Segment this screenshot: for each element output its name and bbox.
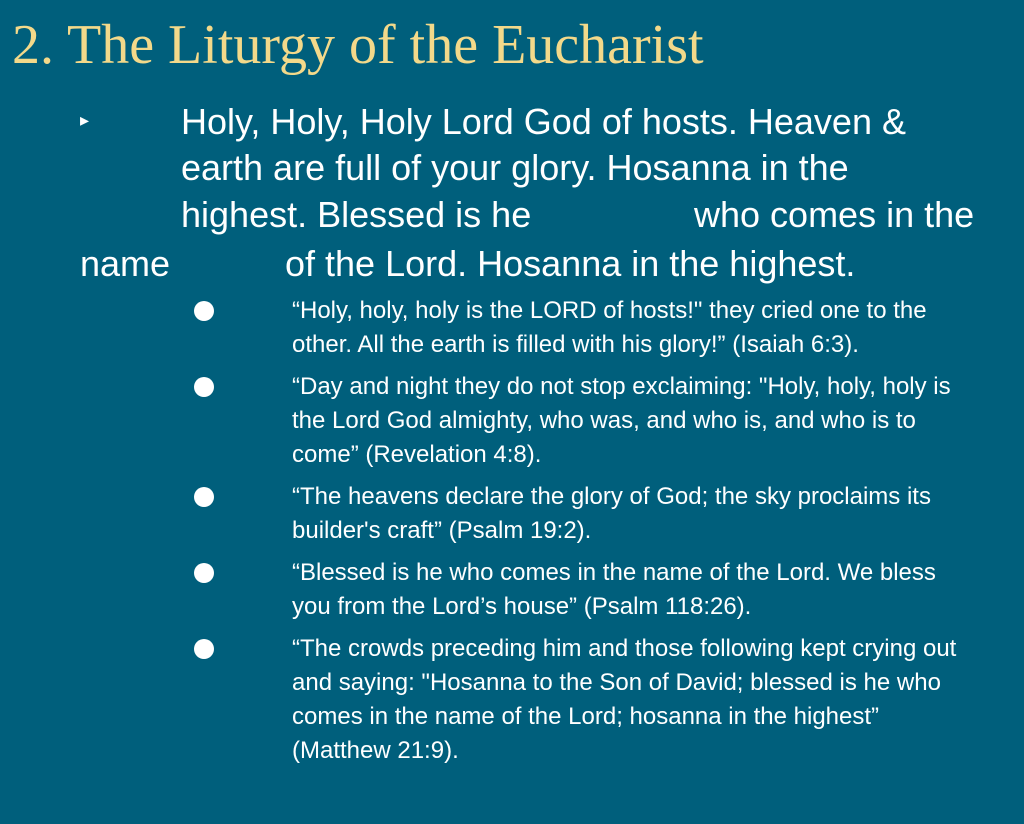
scripture-text: “Day and night they do not stop exclaiming: "Holy, holy, holy is the Lord God almighty, who was, and who is, and who is to come” (Revelation 4:8). [292,373,951,468]
scripture-item [190,632,990,768]
main-bullet-line-4a: name [80,243,171,284]
main-bullet-line-3b: who comes in the [694,194,975,235]
scripture-text: “The heavens declare the glory of God; the sky proclaims its builder's craft” (Psalm 19:2). [292,483,931,544]
scripture-text: “The crowds preceding him and those following kept crying out and saying: "Hosanna to the Son of David; blessed is he who comes in the name of the Lord; hosanna in the highest” (Matthew 21:9). [292,635,957,764]
scripture-item [190,556,990,624]
scripture-item [190,370,990,472]
slide-title: 2. The Liturgy of the Eucharist [12,14,704,76]
bullet-arrow-icon: ▸ [80,110,90,130]
bullet-dot-icon [194,639,214,659]
main-bullet-line-4b: of the Lord. Hosanna in the highest. [285,243,856,284]
scripture-item [190,480,990,548]
bullet-dot-icon [194,301,214,321]
scripture-text: “Holy, holy, holy is the LORD of hosts!" they cried one to the other. All the earth is filled with his glory!” (Isaiah 6:3). [292,297,927,358]
main-bullet-line-3a: highest. Blessed is he [181,194,532,235]
scripture-text: “Blessed is he who comes in the name of the Lord. We bless you from the Lord’s house” (Psalm 118:26). [292,559,936,620]
scripture-list [190,294,990,776]
scripture-item [190,294,990,362]
bullet-dot-icon [194,377,214,397]
main-bullet-line-2: earth are full of your glory. Hosanna in the [181,147,849,188]
bullet-dot-icon [194,487,214,507]
bullet-dot-icon [194,563,214,583]
main-bullet-line-1: Holy, Holy, Holy Lord God of hosts. Heaven & [181,101,906,142]
